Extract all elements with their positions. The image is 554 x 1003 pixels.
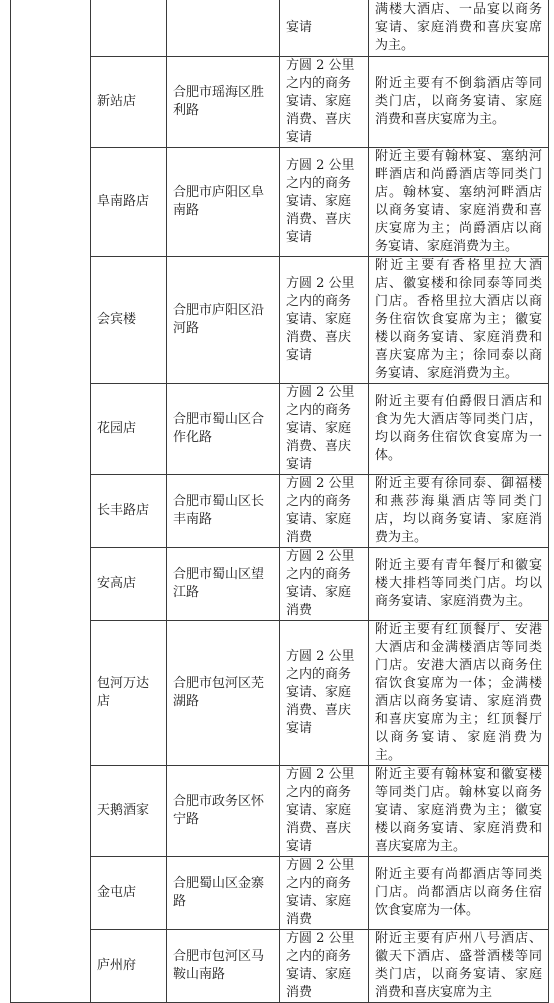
competitor-desc-text: 附近主要有伯爵假日酒店和食为先大酒店等同类门店，均以商务住宿饮食宴席为一体。	[375, 394, 542, 463]
service-scope-cell: 方圆 2 公里之内的商务宴请、家庭消费、喜庆宴请	[280, 621, 369, 766]
store-name-cell: 花园店	[91, 384, 167, 475]
competitor-desc-cell	[369, 57, 549, 148]
service-scope-cell: 方圆 2 公里之内的商务宴请、家庭消费	[280, 930, 369, 1003]
competitor-desc-text: 附近主要有尚都酒店等同类门店。尚都酒店以商务住宿饮食宴席为一体。	[375, 867, 542, 918]
store-name-cell: 包河万达店	[91, 621, 167, 766]
table-row	[11, 0, 549, 57]
store-name-cell: 会宾楼	[91, 257, 167, 384]
competitor-desc-cell	[369, 621, 549, 766]
competitor-desc-text: 附近主要有徐同泰、御福楼和燕莎海巢酒店等同类门店，均以商务宴请、家庭消费为主。	[375, 476, 542, 545]
store-name-cell	[91, 0, 167, 57]
service-scope-cell: 方圆 2 公里之内的商务宴请、家庭消费	[280, 857, 369, 930]
table-row	[11, 930, 549, 1003]
competitor-desc-text: 满楼大酒店、一品宴以商务宴请、家庭消费和喜庆宴席为主。	[375, 1, 542, 53]
table-row	[11, 384, 549, 475]
store-name-cell: 新站店	[91, 57, 167, 148]
competitor-desc-cell	[369, 475, 549, 548]
store-address-cell: 合肥市政务区怀宁路	[167, 766, 280, 857]
store-address-cell: 合肥市包河区芜湖路	[167, 621, 280, 766]
table-row	[11, 57, 549, 148]
service-scope-cell: 方圆 2 公里之内的商务宴请、家庭消费、喜庆宴请	[280, 384, 369, 475]
table-row	[11, 857, 549, 930]
table-row	[11, 475, 549, 548]
store-name-cell: 长丰路店	[91, 475, 167, 548]
competitor-desc-cell	[369, 766, 549, 857]
table-row	[11, 548, 549, 621]
competitor-desc-cell	[369, 548, 549, 621]
competitor-desc-text: 附近主要有翰林宴和徽宴楼等同类门店。翰林宴以商务宴请、家庭消费为主；徽宴楼以商务宴请、家庭消费和喜庆宴席为主。	[375, 767, 542, 854]
store-name-cell: 金屯店	[91, 857, 167, 930]
store-address-cell: 合肥蜀山区金寨路	[167, 857, 280, 930]
competitor-desc-cell	[369, 857, 549, 930]
competitor-desc-text: 附近主要有香格里拉大酒店、徽宴楼和徐同泰等同类门店。香格里拉大酒店以商务住宿饮食宴席为主；徽宴楼以商务宴请、家庭消费和喜庆宴席为主；徐同泰以商务宴请、家庭消费为主。	[375, 258, 542, 381]
table-row	[11, 766, 549, 857]
store-address-cell	[167, 0, 280, 57]
service-scope-cell: 方圆 2 公里之内的商务宴请、家庭消费、喜庆宴请	[280, 57, 369, 148]
competitor-desc-text: 附近主要有红顶餐厅、安港大酒店和金满楼酒店等同类门店。安港大酒店以商务住宿饮食宴席为一体；金满楼酒店以商务宴请、家庭消费和喜庆宴席为主；红顶餐厅以商务宴请、家庭消费为主。	[375, 622, 542, 763]
competitor-desc-cell	[369, 0, 549, 57]
competitor-desc-cell	[369, 384, 549, 475]
service-scope-cell: 方圆 2 公里之内的商务宴请、家庭消费、喜庆宴请	[280, 148, 369, 257]
service-scope-cell: 方圆 2 公里之内的商务宴请、家庭消费、喜庆宴请	[280, 766, 369, 857]
store-address-cell: 合肥市瑶海区胜利路	[167, 57, 280, 148]
competitor-store-table	[10, 0, 549, 1003]
service-scope-cell: 方圆 2 公里之内的商务宴请、家庭消费	[280, 475, 369, 548]
store-address-cell: 合肥市庐阳区沿河路	[167, 257, 280, 384]
competitor-desc-text: 附近主要有翰林宴、塞纳河畔酒店和尚爵酒店等同类门店。翰林宴、塞纳河畔酒店以商务宴请、家庭消费和喜庆宴席为主；尚爵酒店以商务宴请、家庭消费为主。	[375, 149, 542, 254]
store-address-cell: 合肥市包河区马鞍山南路	[167, 930, 280, 1003]
competitor-desc-text: 附近主要有青年餐厅和徽宴楼大排档等同类门店。均以商务宴请、家庭消费为主。	[375, 558, 542, 609]
store-address-cell: 合肥市蜀山区望江路	[167, 548, 280, 621]
competitor-desc-text: 附近主要有不倒翁酒店等同类门店，以商务宴请、家庭消费和喜庆宴席为主。	[375, 76, 542, 127]
competitor-desc-cell	[369, 257, 549, 384]
merged-left-cell	[11, 0, 91, 1003]
competitor-desc-text: 附近主要有庐州八号酒店、徽天下酒店、盛誉酒楼等同类门店，以商务宴请、家庭消费和喜庆宴席为主	[375, 931, 542, 1000]
store-address-cell: 合肥市庐阳区阜南路	[167, 148, 280, 257]
table-row	[11, 148, 549, 257]
competitor-desc-cell	[369, 148, 549, 257]
store-name-cell: 天鹅酒家	[91, 766, 167, 857]
table-row	[11, 621, 549, 766]
service-scope-cell: 方圆 2 公里之内的商务宴请、家庭消费	[280, 548, 369, 621]
service-scope-cell: 宴请	[280, 0, 369, 57]
store-name-cell: 庐州府	[91, 930, 167, 1003]
competitor-desc-cell	[369, 930, 549, 1003]
table-row	[11, 257, 549, 384]
store-address-cell: 合肥市蜀山区合作化路	[167, 384, 280, 475]
store-name-cell: 安高店	[91, 548, 167, 621]
service-scope-cell: 方圆 2 公里之内的商务宴请、家庭消费、喜庆宴请	[280, 257, 369, 384]
store-address-cell: 合肥市蜀山区长丰南路	[167, 475, 280, 548]
store-name-cell: 阜南路店	[91, 148, 167, 257]
